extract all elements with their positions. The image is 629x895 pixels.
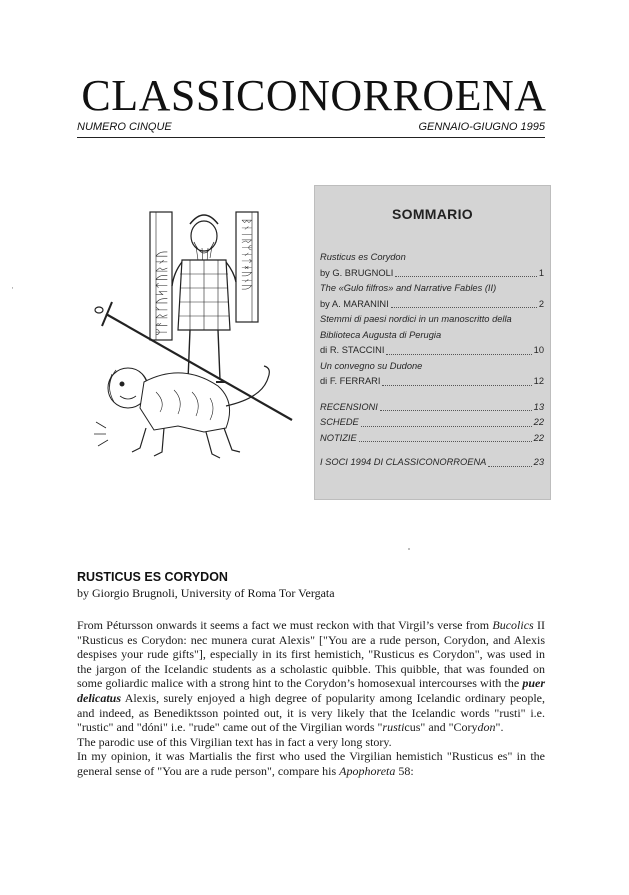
paragraph: The parodic use of this Virgilian text has in fact a very long story. xyxy=(77,734,392,749)
toc-entry-author-line[interactable]: di F. FERRARI 12 xyxy=(320,374,544,390)
toc-section-schede[interactable]: SCHEDE 22 xyxy=(320,417,544,427)
article xyxy=(77,570,545,779)
paragraph: In my opinion, it was Martialis the first who used the Virgilian hemistich "Rusticus es" in the general sense of "You are a rude person", compare his Apophoreta 58: xyxy=(77,749,545,778)
man-head xyxy=(191,221,217,251)
article-byline: by Giorgio Brugnoli, University of Roma Tor Vergata xyxy=(77,586,335,600)
toc-entry-title[interactable]: Rusticus es Corydon xyxy=(320,252,406,262)
issue-line xyxy=(77,121,545,138)
toc-entry-title[interactable]: Un convegno su Dudone xyxy=(320,360,423,371)
left-runes: ᛘᚨᚱᚴᚢᛋᛏᚢᚱᚾᚢ xyxy=(155,250,170,336)
woodcut-illustration xyxy=(86,202,298,474)
toc-entry-title[interactable]: The «Gulo filfros» and Narrative Fables (II) xyxy=(320,283,497,293)
right-runes: ᛒᚾᛁᚱᛘᚾᛏᚼᚢᚾᚢ xyxy=(240,218,253,291)
margin-mark: · xyxy=(11,283,14,293)
toc-page-number: 10 xyxy=(533,345,544,355)
toc-section-recensioni[interactable]: RECENSIONI 13 xyxy=(320,401,544,412)
scan-speck xyxy=(408,548,410,550)
article-title: RUSTICUS ES CORYDON xyxy=(77,570,228,584)
toc-entry-author-line[interactable]: di R. STACCINI 10 xyxy=(320,343,544,359)
article-body xyxy=(77,618,545,779)
issue-number: NUMERO CINQUE xyxy=(77,121,172,133)
toc-entry-title-cont[interactable]: Biblioteca Augusta di Perugia xyxy=(320,329,442,340)
toc-page-number: 2 xyxy=(538,298,544,309)
toc-page-number: 12 xyxy=(533,376,544,386)
issue-date: GENNAIO-GIUGNO 1995 xyxy=(418,121,545,133)
paragraph: From Pétursson onwards it seems a fact we must reckon with that Virgil’s verse from Bucolics II "Rusticus es Corydon: nec munera curat Alexis" ["You are a rude person, Corydon, and Alexis despises your rude gifts"], especially in its first hemistich, "Rusticus es Corydon", was used in the jargon of the Icelandic students as a scholastic quibble. This quibble, that was founded on some goliardic malice with a strong hint to the Corydon’s homosexual intercourses with the puer delicatus Alexis, surely enjoyed a high degree of popularity among Icelandic ordinary people, and indeed, as Benediktsson pointed out, it is very likely that the Icelandic words "rusti" i.e. "rustic" and "dóni" i.e. "rude" came out of the Virgilian words "rusticus" and "Corydon". xyxy=(77,618,545,735)
lion xyxy=(94,366,269,458)
journal-title: CLASSICONORROENA xyxy=(81,71,547,120)
toc-entry-author-line[interactable]: by A. MARANINI 2 xyxy=(320,297,544,313)
toc-entry-author-line[interactable]: by G. BRUGNOLI 1 xyxy=(320,266,544,282)
toc-entry-title[interactable]: Stemmi di paesi nordici in un manoscritto della xyxy=(320,314,512,324)
toc-section-notizie[interactable]: NOTIZIE 22 xyxy=(320,432,544,443)
table-of-contents xyxy=(314,185,551,500)
toc-page-number: 1 xyxy=(538,267,544,278)
toc-entries xyxy=(320,250,544,471)
toc-heading: SOMMARIO xyxy=(392,206,473,222)
toc-section-soci[interactable]: I SOCI 1994 DI CLASSICONORROENA 23 xyxy=(320,457,544,467)
